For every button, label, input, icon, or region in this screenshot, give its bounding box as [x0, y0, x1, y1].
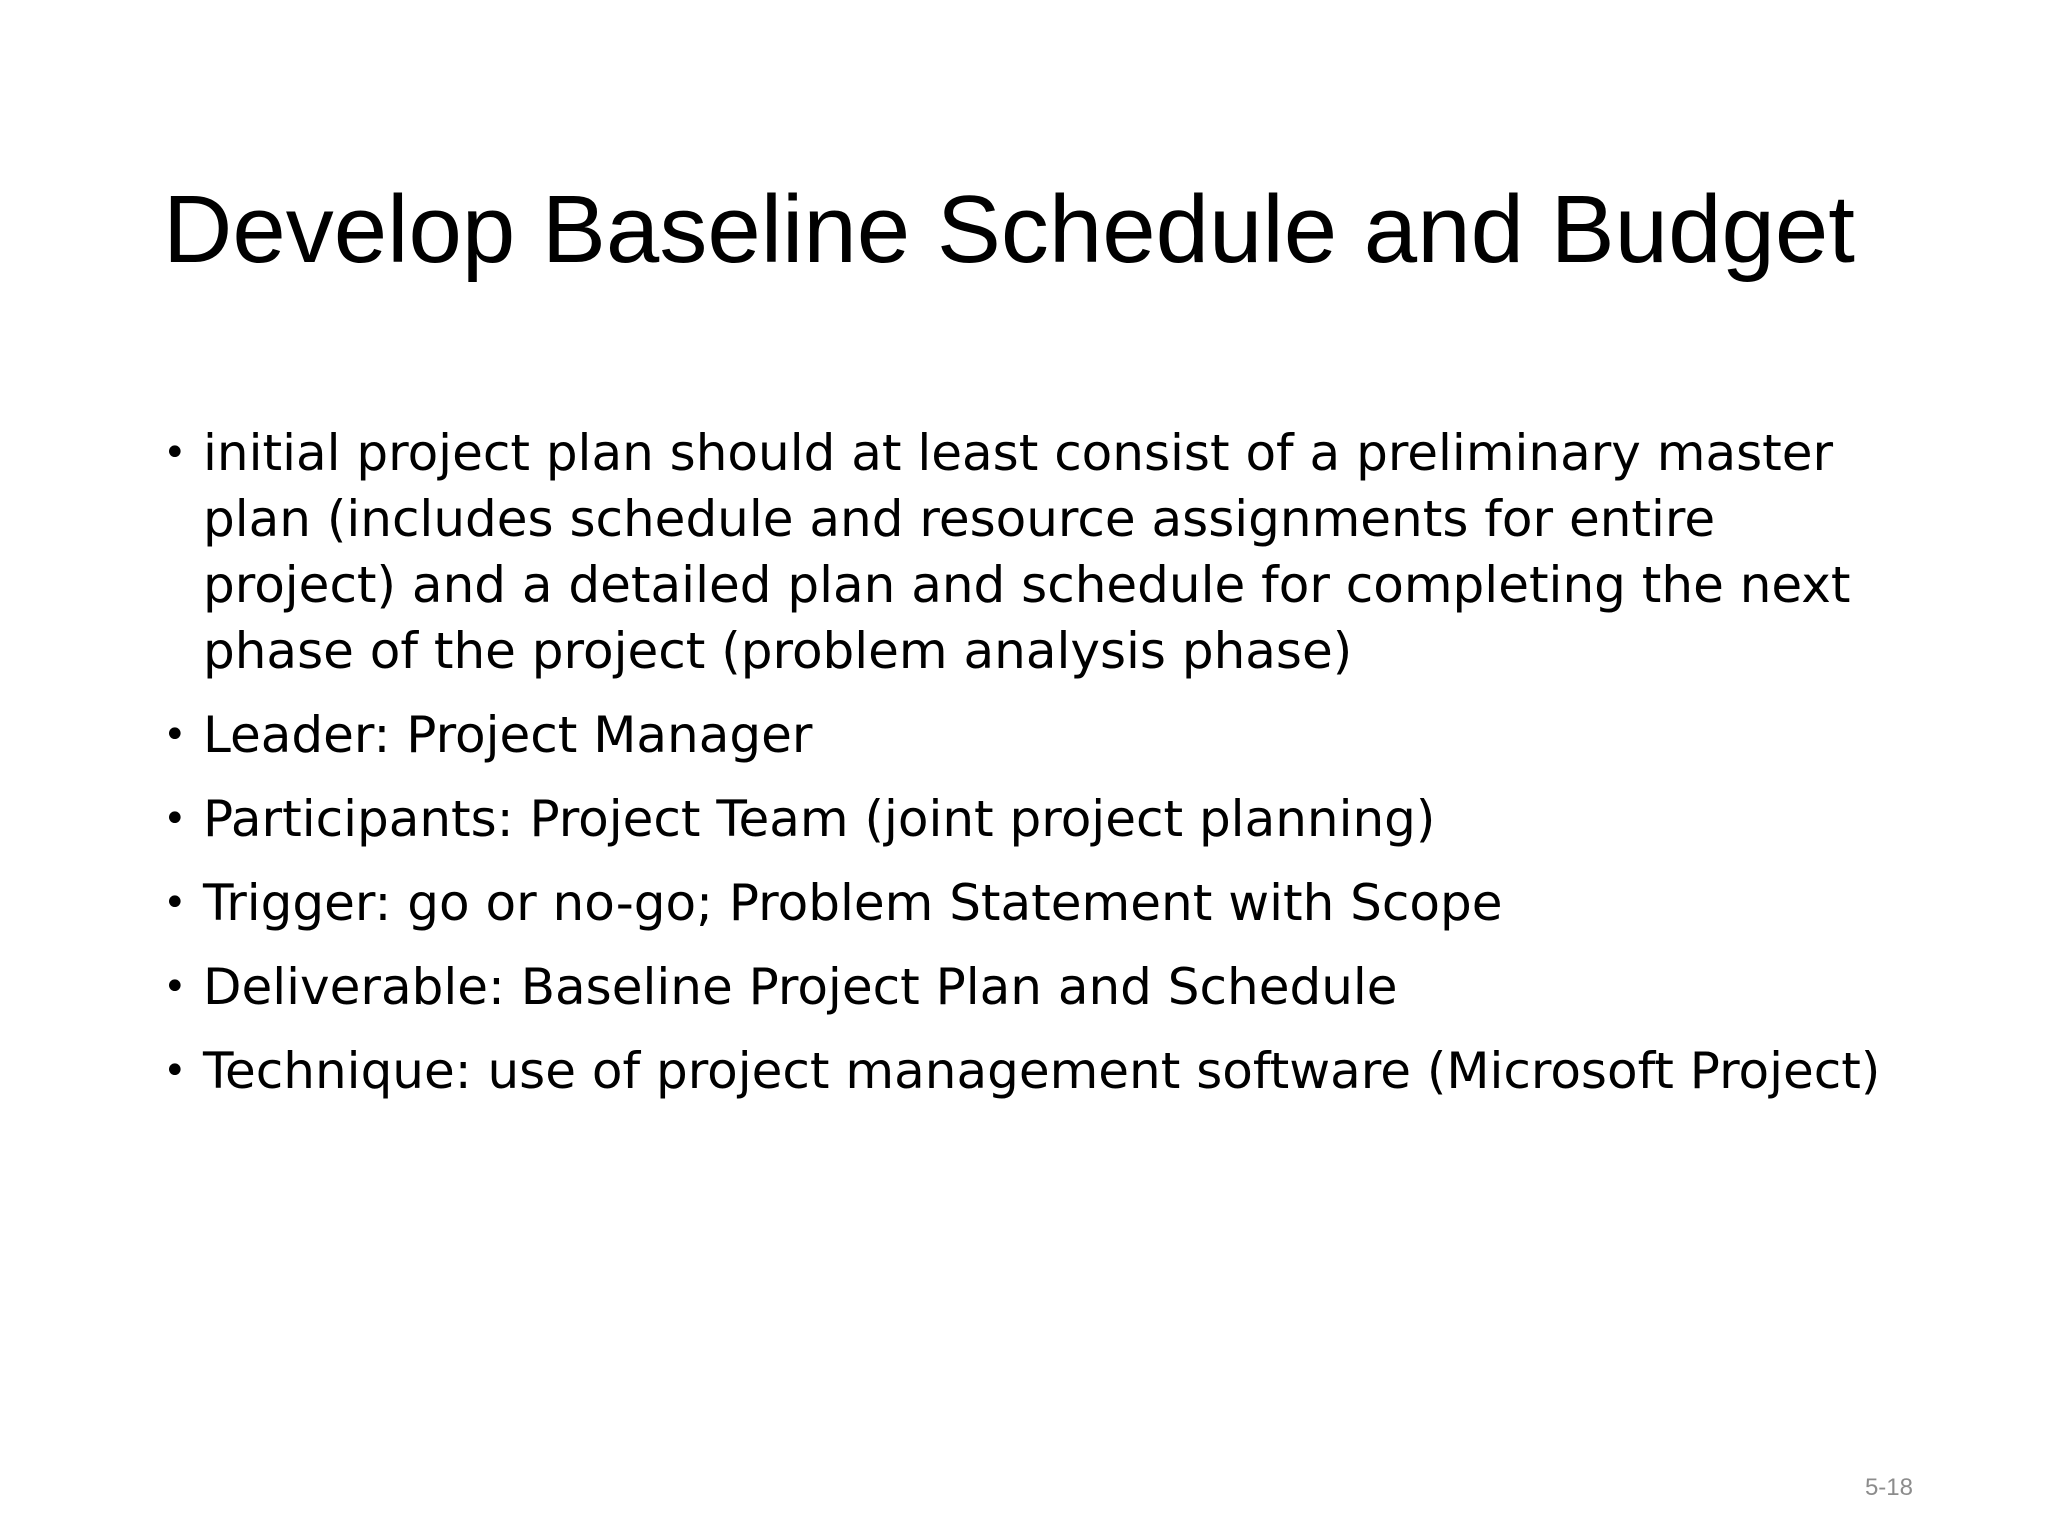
- bullet-item: [163, 786, 1923, 852]
- bullet-text: Trigger: go or no-go; Problem Statement with Scope: [203, 874, 1503, 932]
- bullet-point-icon: •: [163, 880, 187, 926]
- bullet-point-icon: •: [163, 712, 187, 758]
- bullet-item: [163, 1038, 1923, 1104]
- bullet-text: Deliverable: Baseline Project Plan and Schedule: [203, 958, 1398, 1016]
- bullet-point-icon: •: [163, 1048, 187, 1094]
- bullet-text: Technique: use of project management software (Microsoft Project): [203, 1042, 1881, 1100]
- bullet-list: [163, 420, 1923, 1122]
- bullet-item: [163, 870, 1923, 936]
- bullet-text: Participants: Project Team (joint project planning): [203, 790, 1436, 848]
- bullet-point-icon: •: [163, 796, 187, 842]
- page-number: 5-18: [1864, 1474, 1913, 1501]
- bullet-point-icon: •: [163, 430, 187, 476]
- slide-title: Develop Baseline Schedule and Budget: [163, 176, 1855, 283]
- bullet-item: [163, 420, 1923, 684]
- bullet-text: Leader: Project Manager: [203, 706, 813, 764]
- bullet-text: initial project plan should at least consist of a preliminary master plan (includes schedule and resource assignments for entire project) and a detailed plan and schedule for completing the next phase of the project (problem analysis phase): [203, 424, 1851, 680]
- bullet-item: [163, 954, 1923, 1020]
- bullet-point-icon: •: [163, 964, 187, 1010]
- bullet-item: [163, 702, 1923, 768]
